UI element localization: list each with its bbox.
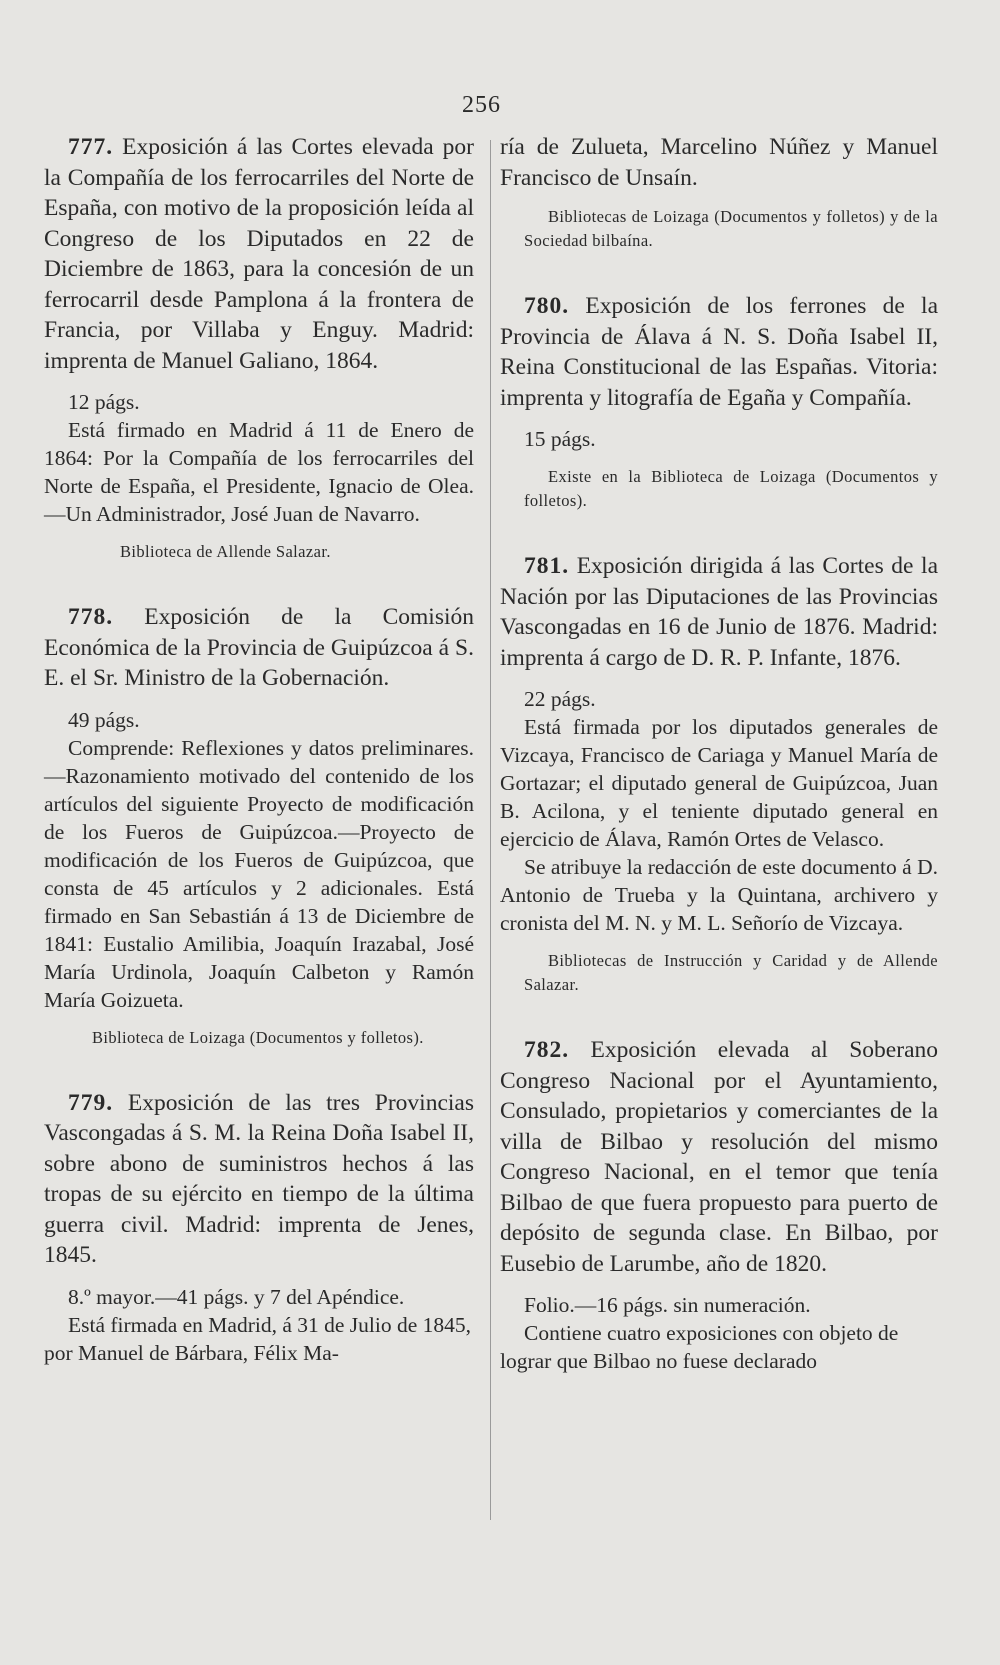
- entry-pages: Folio.—16 págs. sin numeración.: [524, 1293, 811, 1317]
- entry-library: Existe en la Biblioteca de Loizaga (Documentos y folletos).: [524, 467, 938, 510]
- entry-number: 781.: [524, 553, 570, 579]
- entry-title: [44, 602, 474, 694]
- entry-pages: 49 págs.: [68, 707, 140, 732]
- right-column: [500, 132, 938, 1375]
- entry-note: Está firmada en Madrid, á 31 de Julio de 1845, por Manuel de Bárbara, Félix Ma-: [44, 1312, 472, 1365]
- entry-779-continued: [500, 132, 938, 253]
- entry-library: Bibliotecas de Instrucción y Caridad y de Allende Salazar.: [524, 951, 938, 994]
- entry-title-text: Exposición dirigida á las Cortes de la Nación por las Diputaciones de las Provincias Vascongadas en 16 de Junio de 1876. Madrid: imprenta á cargo de D. R. P. Infante, 1876.: [500, 553, 938, 671]
- page-number: 256: [462, 92, 501, 118]
- entry-number: 779.: [68, 1089, 114, 1116]
- entry-title: [44, 1088, 474, 1271]
- left-column: [44, 132, 474, 1367]
- entry-777: [44, 132, 474, 564]
- entry-note: Está firmada por los diputados generales de Vizcaya, Francisco de Cariaga y Manuel María de Gortazar; el diputado general de Guipúzcoa, Juan B. Acilona, y el teniente diputado general en ejercicio de Álava, Ramón Ortes de Velasco.: [500, 715, 938, 851]
- entry-title-text: Exposición elevada al Soberano Congreso Nacional por el Ayuntamiento, Consulado, propietarios y comerciantes de la villa de Bilbao y resolución del mismo Congreso Nacional, en el temor que tenía Bilbao de que fuera propuesto para puerto de depósito de segunda clase. En Bilbao, por Eusebio de Larumbe, año de 1820.: [500, 1037, 938, 1277]
- entry-779: [44, 1088, 474, 1367]
- entry-781: [500, 551, 938, 997]
- entry-library: Bibliotecas de Loizaga (Documentos y folletos) y de la Sociedad bilbaína.: [524, 207, 938, 250]
- entry-title: [500, 291, 938, 413]
- entry-library: Biblioteca de Allende Salazar.: [120, 542, 331, 561]
- entry-pages: 22 págs.: [524, 687, 596, 711]
- entry-778: [44, 602, 474, 1050]
- entry-pages: 15 págs.: [524, 427, 596, 451]
- entry-note: Comprende: Reflexiones y datos preliminares.—Razonamiento motivado del contenido de los artículos del siguiente Proyecto de modificación de los Fueros de Guipúzcoa.—Proyecto de modificación de los Fueros de Guipúzcoa, que consta de 45 artículos y 2 adicionales. Está firmado en San Sebastián á 13 de Diciembre de 1841: Eustalio Amilibia, Joaquín Irazabal, José María Urdinola, Joaquín Calbeton y Ramón María Goizueta.: [44, 735, 474, 1012]
- entry-782: [500, 1035, 938, 1375]
- entry-title-text: Exposición de las tres Provincias Vascongadas á S. M. la Reina Doña Isabel II, sobre abono de suministros hechos á las tropas de su ejército en tiempo de la última guerra civil. Madrid: imprenta de Jenes, 1845.: [44, 1089, 475, 1268]
- entry-title: [500, 551, 938, 673]
- entry-note-2: Se atribuye la redacción de este documento á D. Antonio de Trueba y la Quintana, archivero y cronista del M. N. y M. L. Señorío de Vizcaya.: [500, 855, 938, 935]
- column-divider: [490, 140, 491, 1520]
- entry-title-text: Exposición de la Comisión Económica de la Provincia de Guipúzcoa á S. E. el Sr. Ministro de la Gobernación.: [44, 604, 474, 691]
- entry-number: 777.: [68, 134, 114, 160]
- entry-title-text: Exposición de los ferrones de la Provincia de Álava á N. S. Doña Isabel II, Reina Constitucional de las Españas. Vitoria: imprenta y litografía de Egaña y Compañía.: [500, 293, 938, 411]
- entry-pages: 12 págs.: [68, 390, 140, 414]
- entry-number: 778.: [68, 604, 114, 630]
- entry-title: [500, 1035, 938, 1279]
- entry-note: Está firmado en Madrid á 11 de Enero de 1864: Por la Compañía de los ferrocarriles del Norte de España, el Presidente, Ignacio de Olea.—Un Administrador, José Juan de Navarro.: [44, 418, 474, 526]
- entry-pages: 8.º mayor.—41 págs. y 7 del Apéndice.: [68, 1284, 405, 1309]
- entry-note-continued: ría de Zulueta, Marcelino Núñez y Manuel Francisco de Unsaín.: [500, 134, 938, 191]
- entry-title-text: Exposición á las Cortes elevada por la Compañía de los ferrocarriles del Norte de España, con motivo de la proposición leída al Congreso de los Diputados en 22 de Diciembre de 1863, para la concesión de un ferrocarril desde Pamplona á la frontera de Francia, por Villaba y Enguy. Madrid: imprenta de Manuel Galiano, 1864.: [44, 134, 474, 374]
- entry-note: Contiene cuatro exposiciones con objeto de lograr que Bilbao no fuese declarado: [500, 1321, 899, 1373]
- entry-library: Biblioteca de Loizaga (Documentos y folletos).: [92, 1027, 424, 1047]
- entry-780: [500, 291, 938, 513]
- entry-number: 782.: [524, 1037, 570, 1063]
- entry-title: [44, 132, 474, 376]
- entry-number: 780.: [524, 293, 570, 319]
